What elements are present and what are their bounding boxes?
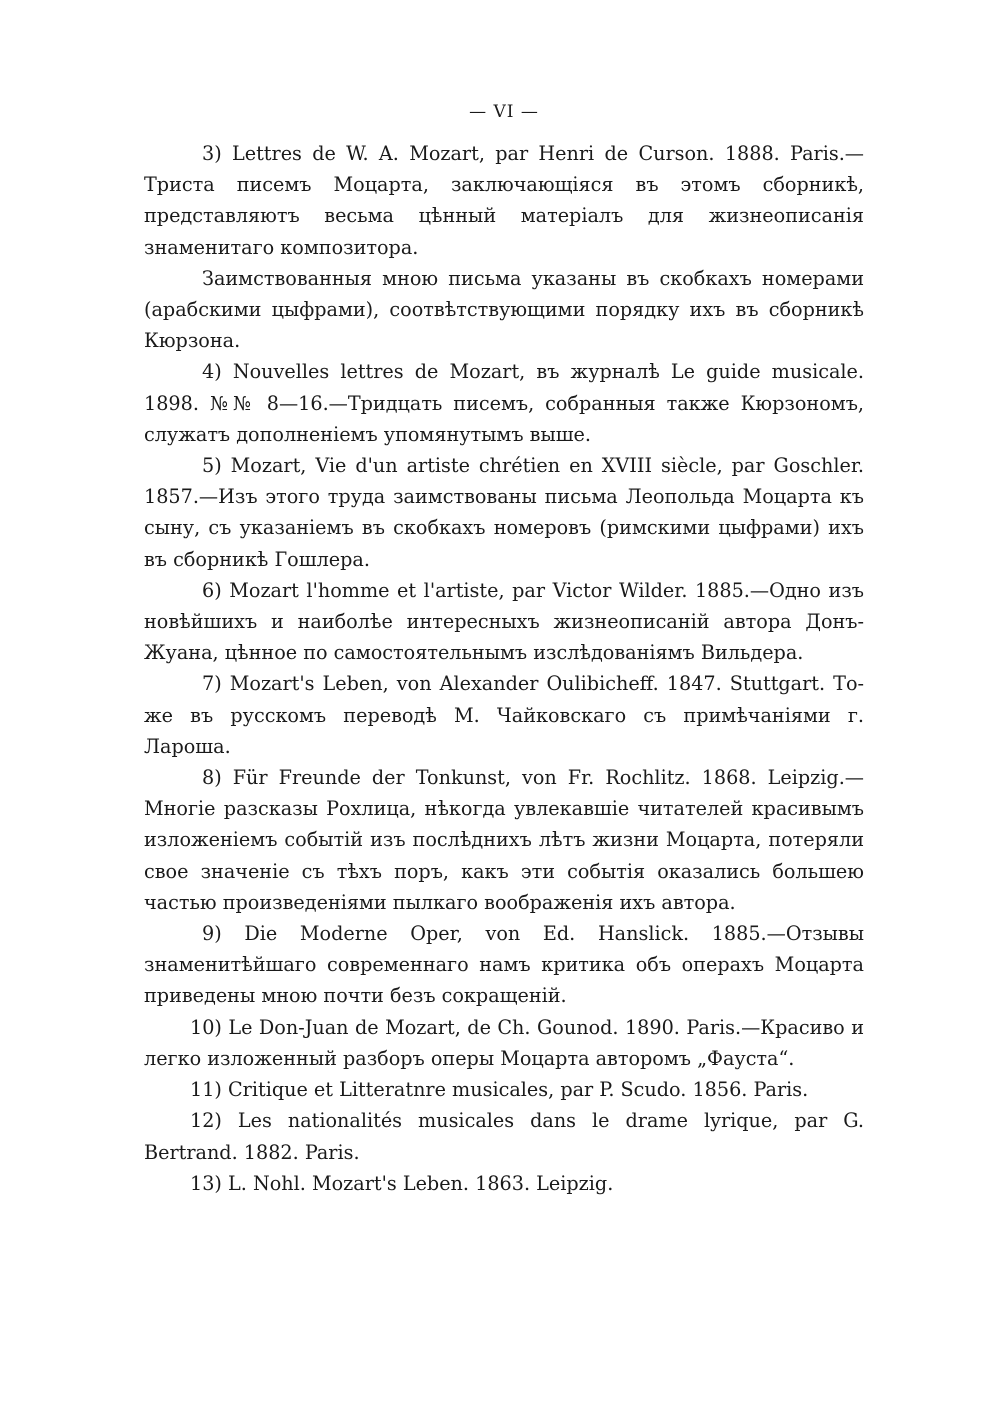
bibliography-entry-6: 6) Mozart l'homme et l'artiste, par Victor Wilder. 1885.—Одно изъ новѣйшихъ и наиболѣе интересныхъ жизнеописаній автора Донъ-Жуана, цѣнное по самостоятельнымъ изслѣдованіямъ Вильдера. [144, 578, 864, 665]
bibliography-entry-4: 4) Nouvelles lettres de Mozart, въ журналѣ Le guide musicale. 1898. №№ 8—16.—Тридцать писемъ, собранныя также Кюрзономъ, служатъ дополненіемъ упомянутымъ выше. [144, 360, 864, 446]
bibliography-entry-13: 13) L. Nohl. Mozart's Leben. 1863. Leipzig. [190, 1171, 614, 1195]
bibliography-entry-8: 8) Für Freunde der Tonkunst, von Fr. Rochlitz. 1868. Leipzig.—Многіе разсказы Рохлица, нѣкогда увлекавшіе читателей красивымъ изложеніемъ событій изъ послѣднихъ лѣтъ жизни Моцарта, потеряли свое значеніе съ тѣхъ поръ, какъ эти событія оказались большею частью произведеніями пылкаго воображенія ихъ автора. [144, 766, 864, 914]
bibliography-entry-10: 10) Le Don-Juan de Mozart, de Ch. Gounod. 1890. Paris.—Красиво и легко изложенный разборъ оперы Моцарта авторомъ „Фауста“. [144, 1015, 864, 1070]
bibliography-entry-11: 11) Critique et Litteratnre musicales, par P. Scudo. 1856. Paris. [190, 1078, 809, 1102]
page-body [144, 100, 864, 1199]
bibliography-entry-3: 3) Lettres de W. A. Mozart, par Henri de Curson. 1888. Paris.—Триста писемъ Моцарта, заключающіяся въ этомъ сборникѣ, представляютъ весьма цѣнный матеріалъ для жизнеописанія знаменитаго композитора. [144, 142, 864, 259]
entry-3-note: Заимствованныя мною письма указаны въ скобкахъ номерами (арабскими цыфрами), соотвѣтствующими порядку ихъ въ сборникѣ Кюрзона. [144, 266, 864, 353]
page-number: — VI — [469, 102, 539, 122]
bibliography-entry-9: 9) Die Moderne Oper, von Ed. Hanslick. 1885.—Отзывы знаменитѣйшаго современнаго намъ критика объ операхъ Моцарта приведены мною почти безъ сокращеній. [144, 922, 864, 1008]
bibliography-entry-5: 5) Mozart, Vie d'un artiste chrétien en XVIII siècle, par Goschler. 1857.—Изъ этого труда заимствованы письма Леопольда Моцарта къ сыну, съ указаніемъ въ скобкахъ номеровъ (римскими цыфрами) ихъ въ сборникѣ Гошлера. [144, 454, 864, 571]
bibliography-entry-7: 7) Mozart's Leben, von Alexander Oulibicheff. 1847. Stuttgart. То-же въ русскомъ переводѣ М. Чайковскаго съ примѣчаніями г. Лароша. [144, 672, 864, 758]
bibliography-entry-12: 12) Les nationalités musicales dans le drame lyrique, par G. Bertrand. 1882. Paris. [144, 1109, 864, 1164]
